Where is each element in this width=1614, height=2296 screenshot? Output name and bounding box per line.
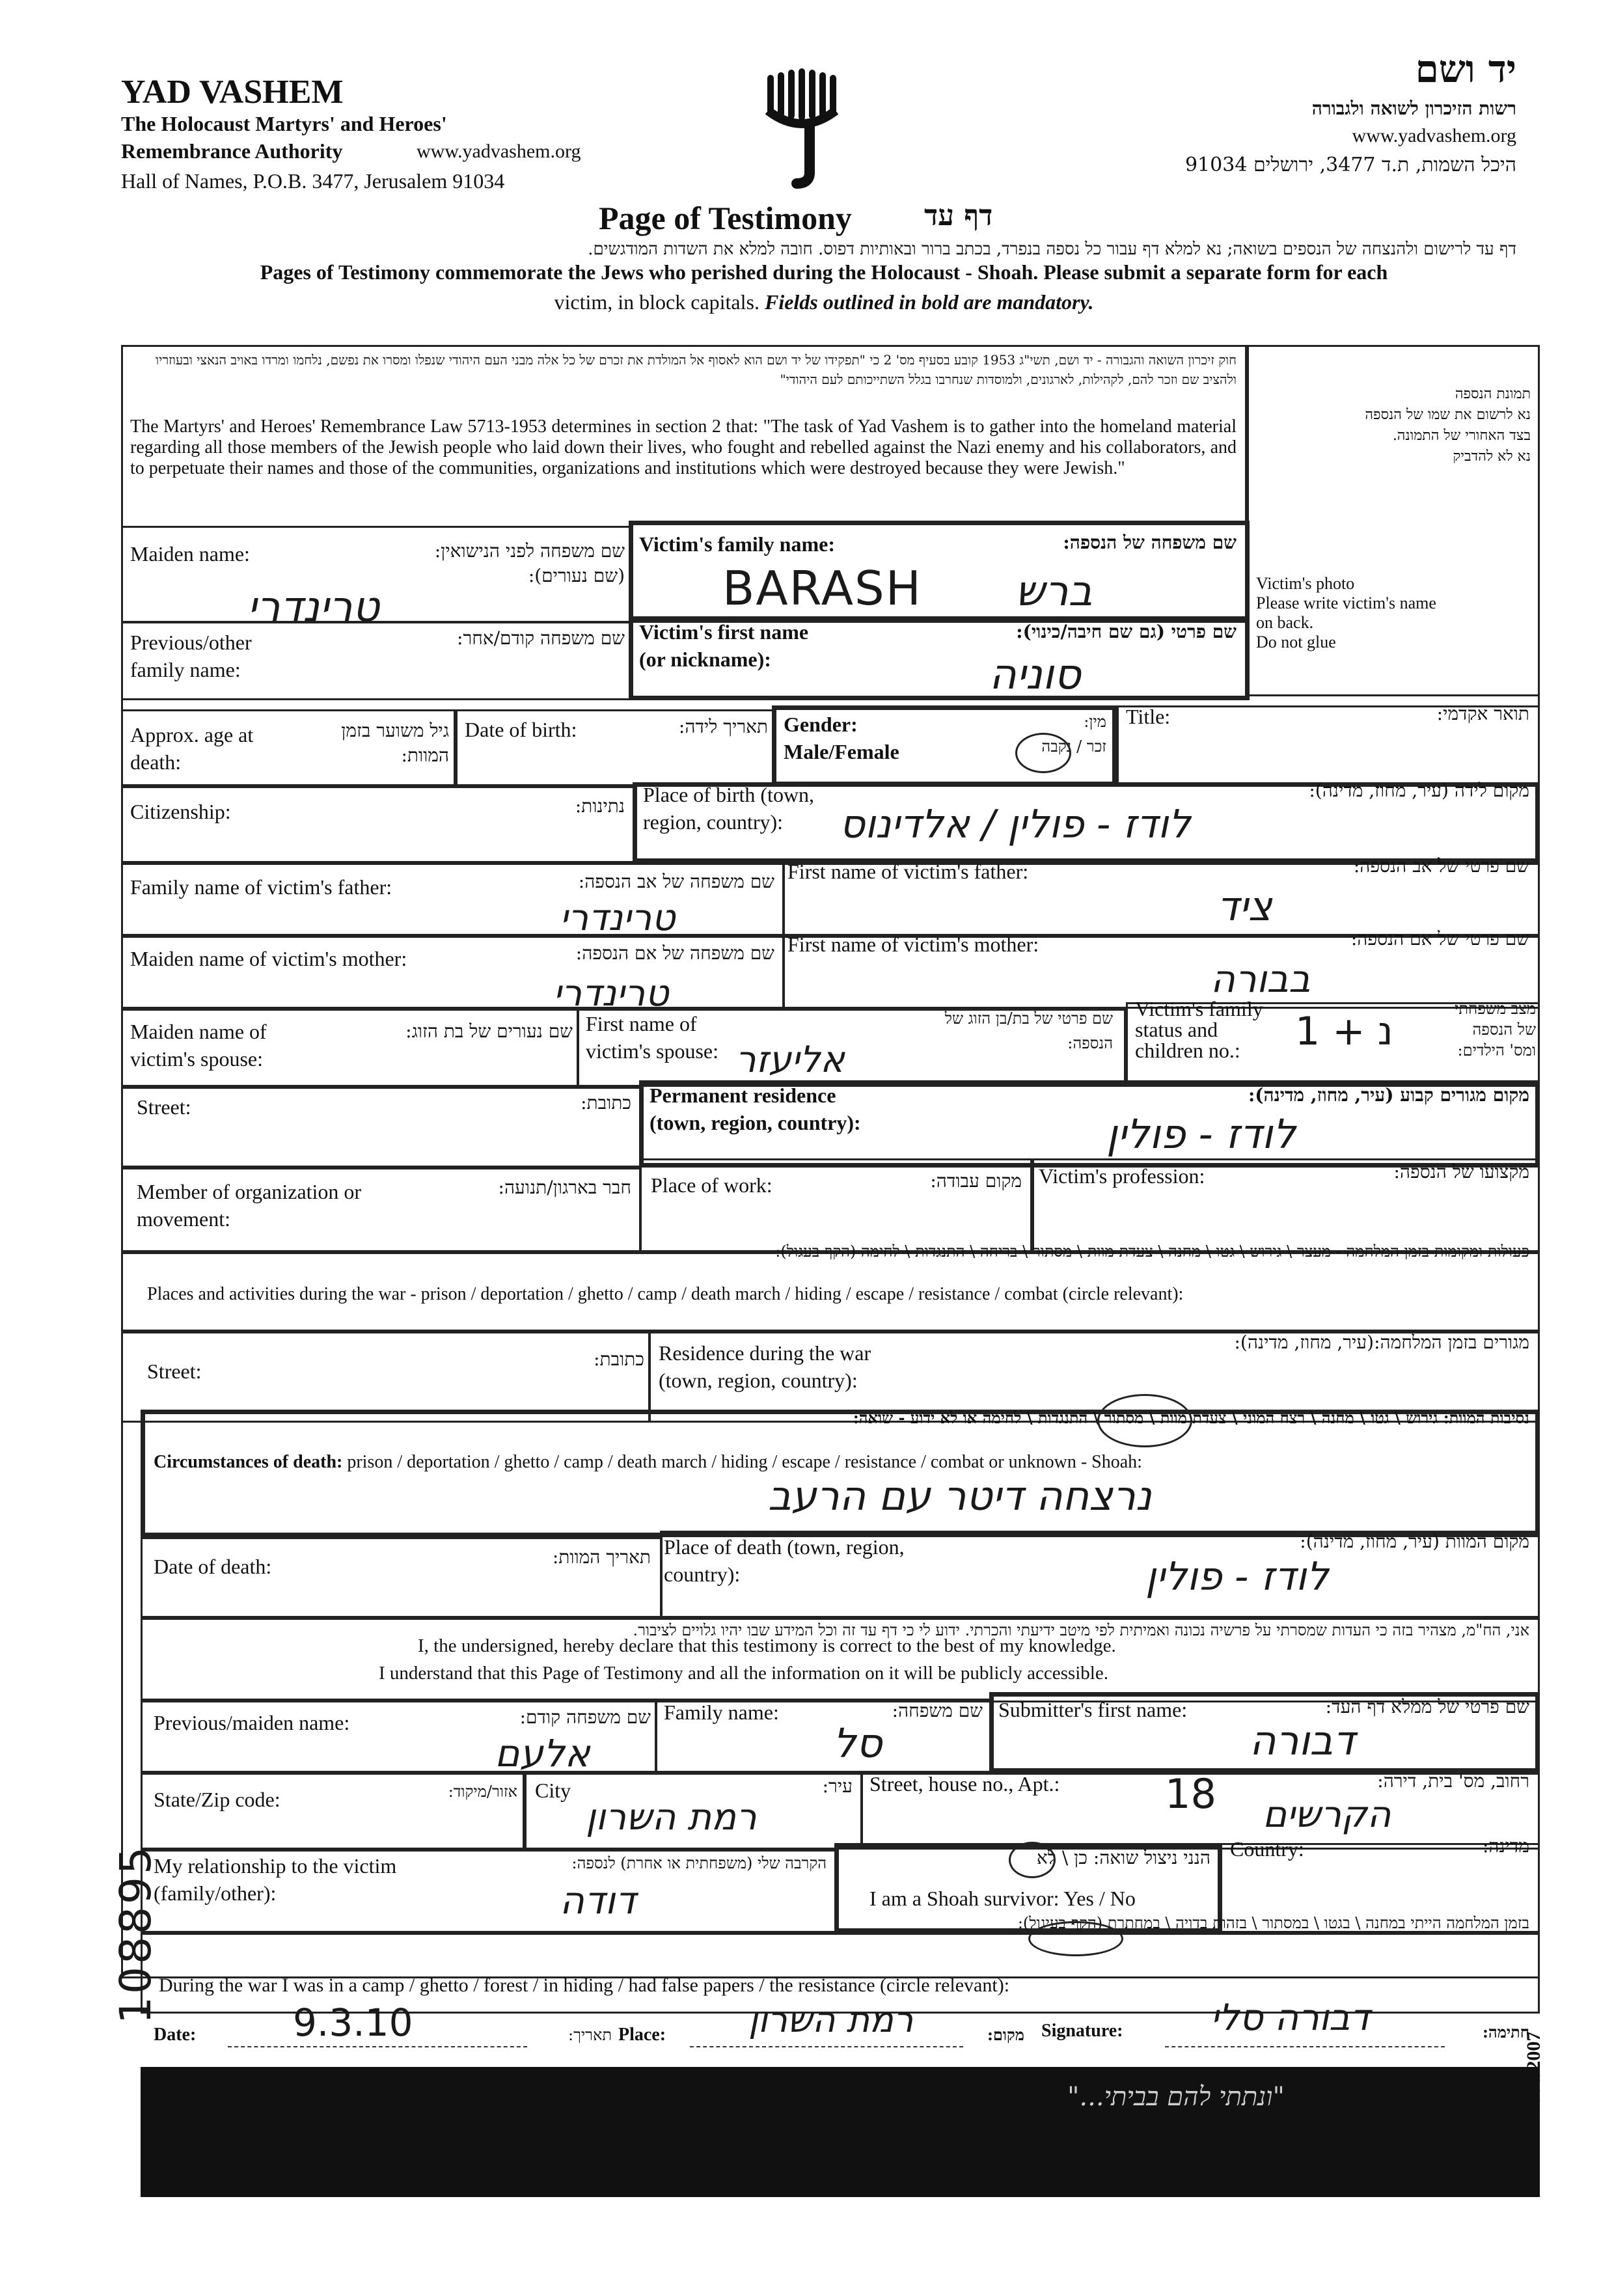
- submitter-first-label: Submitter's first name:: [998, 1698, 1188, 1721]
- first-name-label: Victim's first name (or nickname):: [639, 620, 809, 671]
- street-label: Street:: [137, 1095, 191, 1119]
- footer-place-line: [690, 2046, 963, 2047]
- death-place-label: Place of death (town, region, country):: [664, 1535, 905, 1586]
- family-name-value-en: BARASH: [722, 561, 922, 616]
- residence-label-he: מקום מגורים קבוע (עיר, מחוז, מדינה):: [1248, 1084, 1529, 1106]
- submitter-previous-label: Previous/maiden name:: [154, 1711, 350, 1734]
- family-name-label: Victim's family name:: [639, 532, 835, 556]
- family-name-label-he: שם משפחה של הנספה:: [1063, 532, 1237, 553]
- footer-place-label-he: מקום:: [987, 2025, 1024, 2044]
- footer-signature-label-he: חתימה:: [1482, 2023, 1529, 2042]
- law-en: The Martyrs' and Heroes' Remembrance Law 5713-1953 determines in section 2 that: "The task of Yad Vashem is to gather into the homeland material regarding all those members of the Jewish people who laid down their lives, who fought and rebelled against the Nazi enemy and his collaborators, and to perpetuate their names and those of the communities, organizations and institutions which were destroyed because they were Jewish.": [130, 417, 1237, 478]
- submitter-survivor-he: הנני ניצול שואה: כן \ לא: [1036, 1847, 1210, 1868]
- law-he: חוק זיכרון השואה והגבורה - יד ושם, תשי"ג 1953 קובע בסעיף מס' 2 כי "תפקידו של יד ושם הוא לאסוף אל המולדת את זכרם של כל אלה מבני העם היהודי שנפלו ומסרו את נפשם, נלחמו ומרדו באויב הנאצי ובעוזריו ולהציב שם וזכר להם, לקהילות, לארגונים, ולמוסדות שנחרבו בגלל השתייכותם לעם היהודי": [155, 352, 1237, 387]
- age-label: Approx. age at death:: [130, 723, 254, 774]
- authority-en-1: The Holocaust Martyrs' and Heroes': [121, 112, 447, 135]
- circumstances-en: prison / deportation / ghetto / camp / death march / hiding / escape / resistance / combat or unknown - Shoah:: [347, 1452, 1142, 1472]
- previous-name-label-he: שם משפחה קודם/אחר:: [457, 627, 625, 649]
- street-label-he: כתובת:: [581, 1092, 631, 1114]
- declaration-en-1: I, the undersigned, hereby declare that this testimony is correct to the best of my knowledge.: [418, 1635, 1116, 1656]
- family-status-value: 1 + נ: [1295, 1009, 1393, 1054]
- photo-en: Victim's photo Please write victim's name on back. Do not glue: [1256, 574, 1436, 651]
- war-street-label-he: כתובת:: [594, 1348, 644, 1370]
- spouse-first-value: אליעזר: [735, 1039, 845, 1081]
- death-date-label-he: תאריך המוות:: [552, 1546, 651, 1568]
- first-name-label-he: שם פרטי (גם שם חיבה/כינוי):: [1016, 621, 1237, 642]
- organization-label-he: חבר בארגון/תנועה:: [498, 1177, 631, 1198]
- residence-value: לודז - פולין: [1106, 1110, 1296, 1158]
- photo-he: תמונת הנספה נא לרשום את שמו של הנספה בצד האחורי של התמונה. נא לא להדביק: [1365, 386, 1531, 465]
- spouse-first-label: First name of victim's spouse:: [586, 1012, 718, 1063]
- submitter-relation-label-he: הקרבה שלי (משפחתית או אחרת) לנספה:: [571, 1854, 827, 1872]
- submitter-first-value: דבורה: [1250, 1717, 1356, 1764]
- submitter-relation-label: My relationship to the victim (family/other):: [154, 1854, 397, 1905]
- submitter-zip-label: State/Zip code:: [154, 1788, 280, 1811]
- father-family-value: טרינדרי: [560, 897, 676, 939]
- gender-label-he: מין: זכר / נקבה: [1041, 713, 1106, 756]
- submitter-city-label-he: עיר:: [822, 1775, 853, 1797]
- spouse-first-label-he: שם פרטי של בת/בן הזוג של הנספה:: [944, 1009, 1113, 1052]
- submitter-city-value: רמת השרון: [586, 1796, 757, 1838]
- submitter-previous-label-he: שם משפחה קודם:: [519, 1706, 651, 1728]
- intro-en-1: Pages of Testimony commemorate the Jews who perished during the Holocaust - Shoah. Please submit a separate form for each: [260, 260, 1388, 284]
- death-place-value: לודז - פולין: [1145, 1554, 1329, 1600]
- maiden-name-value: טרינדרי: [247, 583, 379, 631]
- submitter-family-label: Family name:: [664, 1701, 779, 1724]
- org-name-en: YAD VASHEM: [121, 74, 344, 111]
- citizenship-label: Citizenship:: [130, 800, 231, 823]
- work-label-he: מקום עבודה:: [930, 1170, 1022, 1192]
- submitter-first-label-he: שם פרטי של ממלא דף העד:: [1325, 1696, 1529, 1717]
- mother-first-value: בבורה: [1210, 957, 1311, 1001]
- spouse-maiden-label-he: שם נעורים של בת הזוג:: [405, 1020, 573, 1042]
- intro-en-2: victim, in block capitals.: [554, 290, 759, 314]
- gender-label: Gender: Male/Female: [784, 713, 899, 763]
- page-title-he: דף עד: [924, 199, 993, 232]
- submitter-street-number: 18: [1165, 1770, 1216, 1818]
- intro-en-mandatory: Fields outlined in bold are mandatory.: [764, 290, 1094, 314]
- father-first-label: First name of victim's father:: [787, 860, 1029, 883]
- page-title-en: Page of Testimony: [599, 200, 852, 236]
- father-family-label-he: שם משפחה של אב הנספה:: [578, 871, 774, 892]
- footer-date-label-he: תאריך:: [568, 2026, 612, 2044]
- false-papers-circle: [1028, 1921, 1123, 1956]
- profession-label: Victim's profession:: [1039, 1164, 1205, 1188]
- title-label: Title:: [1126, 705, 1171, 728]
- family-status-label-he: מצב משפחתי של הנספה ומס' הילדים:: [1455, 1000, 1536, 1059]
- website-he-side: www.yadvashem.org: [1352, 125, 1516, 146]
- war-activities-he: פעולות ומקומות בזמן המלחמה - מעצר \ גירוש \ גטו \ מחנה \ צעדת מוות \ מסתור \ בריחה \ התנגדות \ לחימה (הקף בעגול):: [775, 1242, 1529, 1261]
- submitter-country-label-he: מדינה:: [1482, 1835, 1529, 1857]
- death-date-label: Date of death:: [154, 1555, 272, 1578]
- spouse-maiden-label: Maiden name of victim's spouse:: [130, 1020, 267, 1071]
- circumstances-en-label: Circumstances of death:: [154, 1452, 343, 1472]
- address-he: היכל השמות, ת.ד 3477, ירושלים 91034: [1184, 154, 1516, 176]
- age-label-he: גיל משוער בזמן המוות:: [341, 720, 449, 766]
- footer-date-line: [228, 2046, 527, 2047]
- footer-place-value: רמת השרון: [748, 1999, 914, 2040]
- intro-he: דף עד לרישום ולהנצחה של הנספים בשואה; נא למלא דף עבור כל נספה בנפרד, בכתב ברור ובאותיות דפוס. חובה למלא את השדות המודגשים.: [588, 239, 1516, 259]
- war-residence-label-he: מגורים בזמן המלחמה:(עיר, מחוז, מדינה):: [1234, 1332, 1529, 1353]
- maiden-name-label-he: שם משפחה לפני הנישואין: (שם נעורים):: [434, 540, 625, 586]
- previous-name-label: Previous/other family name:: [130, 631, 252, 681]
- address-en: Hall of Names, P.O.B. 3477, Jerusalem 91034: [121, 169, 505, 193]
- org-name-he: יד ושם: [1415, 47, 1516, 91]
- organization-label: Member of organization or movement:: [137, 1180, 362, 1231]
- family-name-value-he: ברש: [1015, 567, 1093, 616]
- title-label-he: תואר אקדמי:: [1436, 703, 1529, 724]
- declaration-he: אני, הח"מ, מצהיר בזה כי העדות שמסרתי על פרשיה נכונה ואמיתית לפי מיטב ידיעתי והכרתי. ידוע לי כי דף עד זה וכל המידע שבו יהיו גלויים לציבור.: [633, 1621, 1529, 1639]
- mother-first-label-he: שם פרטי של אם הנספה:: [1350, 928, 1529, 950]
- birthplace-label-he: מקום לידה (עיר, מחוז, מדינה):: [1309, 780, 1529, 801]
- war-activities-en: Places and activities during the war - prison / deportation / ghetto / camp / death march / hiding / escape / resistance / combat (circle relevant):: [147, 1284, 1184, 1304]
- father-first-label-he: שם פרטי של אב הנספה:: [1353, 855, 1529, 877]
- citizenship-label-he: נתינות:: [575, 795, 625, 817]
- submitter-street-value: הקרשים: [1263, 1794, 1391, 1836]
- declaration-en-2: I understand that this Page of Testimony and all the information on it will be publicly accessible.: [379, 1663, 1108, 1684]
- authority-he: רשות הזיכרון לשואה ולגבורה: [1311, 98, 1516, 119]
- footer-place-label: Place:: [618, 2025, 666, 2045]
- maiden-name-label: Maiden name:: [130, 542, 250, 566]
- mother-first-label: First name of victim's mother:: [787, 933, 1039, 956]
- father-first-value: ציד: [1217, 882, 1272, 930]
- submitter-city-label: City: [535, 1779, 571, 1802]
- residence-label: Permanent residence (town, region, country):: [650, 1084, 861, 1134]
- profession-label-he: מקצועו של הנספה:: [1393, 1161, 1529, 1182]
- work-label: Place of work:: [651, 1173, 773, 1197]
- war-residence-label: Residence during the war (town, region, country):: [659, 1341, 871, 1392]
- website-en: www.yadvashem.org: [417, 141, 581, 162]
- footer-year-vertical: 2006/2007: [1523, 2031, 1544, 2115]
- footer-band-quote: "ונתתי להם בביתי...": [1067, 2082, 1285, 2112]
- submitter-street-label-he: רחוב, מס' בית, דירה:: [1377, 1770, 1529, 1792]
- submitter-relation-value: דודה: [560, 1878, 636, 1922]
- death-place-label-he: מקום המוות (עיר, מחוז, מדינה):: [1300, 1531, 1529, 1552]
- submitter-street-label: Street, house no., Apt.:: [869, 1772, 1060, 1796]
- dob-label-he: תאריך לידה:: [678, 716, 768, 737]
- footer-signature-line: [1165, 2046, 1445, 2047]
- circumstances-he: נסיבות המוות: גירוש \ גטו \ מחנה \ רצח המוני \ צעדת מוות \ מסתור \ התנגדות \ לחימה או לא ידוע - שואה:: [853, 1408, 1529, 1427]
- yad-vashem-logo: [763, 65, 847, 189]
- authority-en-2: Remembrance Authority: [121, 139, 343, 163]
- first-name-value: סוניה: [989, 651, 1081, 699]
- mother-maiden-label-he: שם משפחה של אם הנספה:: [575, 942, 774, 964]
- footer-signature-label: Signature:: [1041, 2021, 1123, 2041]
- mass-murder-circle: [1097, 1394, 1192, 1447]
- footer-black-band: [141, 2067, 1540, 2197]
- submitter-family-label-he: שם משפחה:: [892, 1700, 983, 1721]
- footer-date-value: 9.3.10: [293, 2001, 413, 2045]
- photo-box: [1247, 345, 1540, 696]
- war-street-label: Street:: [147, 1360, 202, 1383]
- handwritten-id: 108895: [111, 1844, 161, 2024]
- birthplace-label: Place of birth (town, region, country):: [643, 783, 815, 834]
- footer-signature-value: דבורה סלי: [1210, 1997, 1370, 2039]
- gender-female-circle: [1015, 733, 1071, 773]
- father-family-label: Family name of victim's father:: [130, 875, 392, 899]
- submitter-survivor-en: I am a Shoah survivor: Yes / No: [869, 1887, 1136, 1910]
- birthplace-value: לודז - פולין / אלדינוס: [840, 802, 1191, 847]
- survivor-no-circle: [1009, 1842, 1056, 1878]
- submitter-war-he: בזמן המלחמה הייתי במחנה \ בגטו \ במסתור \ בזהות בדויה \ במחתרת (הקף בעיגול):: [1017, 1914, 1529, 1932]
- dob-label: Date of birth:: [465, 718, 577, 741]
- intro-en-2-wrap: [134, 290, 1514, 314]
- submitter-zip-label-he: אזור/מיקוד:: [448, 1783, 517, 1801]
- submitter-family-value: סל: [833, 1719, 882, 1767]
- mother-maiden-value: טרינדרי: [553, 972, 669, 1015]
- mother-maiden-label: Maiden name of victim's mother:: [130, 947, 407, 970]
- submitter-previous-value: אלעם: [495, 1731, 590, 1775]
- submitter-country-label: Country:: [1230, 1837, 1304, 1861]
- submitter-war-en: During the war I was in a camp / ghetto / forest / in hiding / had false papers / the resistance (circle relevant):: [159, 1975, 1010, 1996]
- circumstances-value: נרצחה דיטר עם הרעב: [768, 1472, 1152, 1520]
- footer-date-label: Date:: [154, 2025, 197, 2045]
- family-status-label: Victim's family status and children no.:: [1135, 997, 1263, 1062]
